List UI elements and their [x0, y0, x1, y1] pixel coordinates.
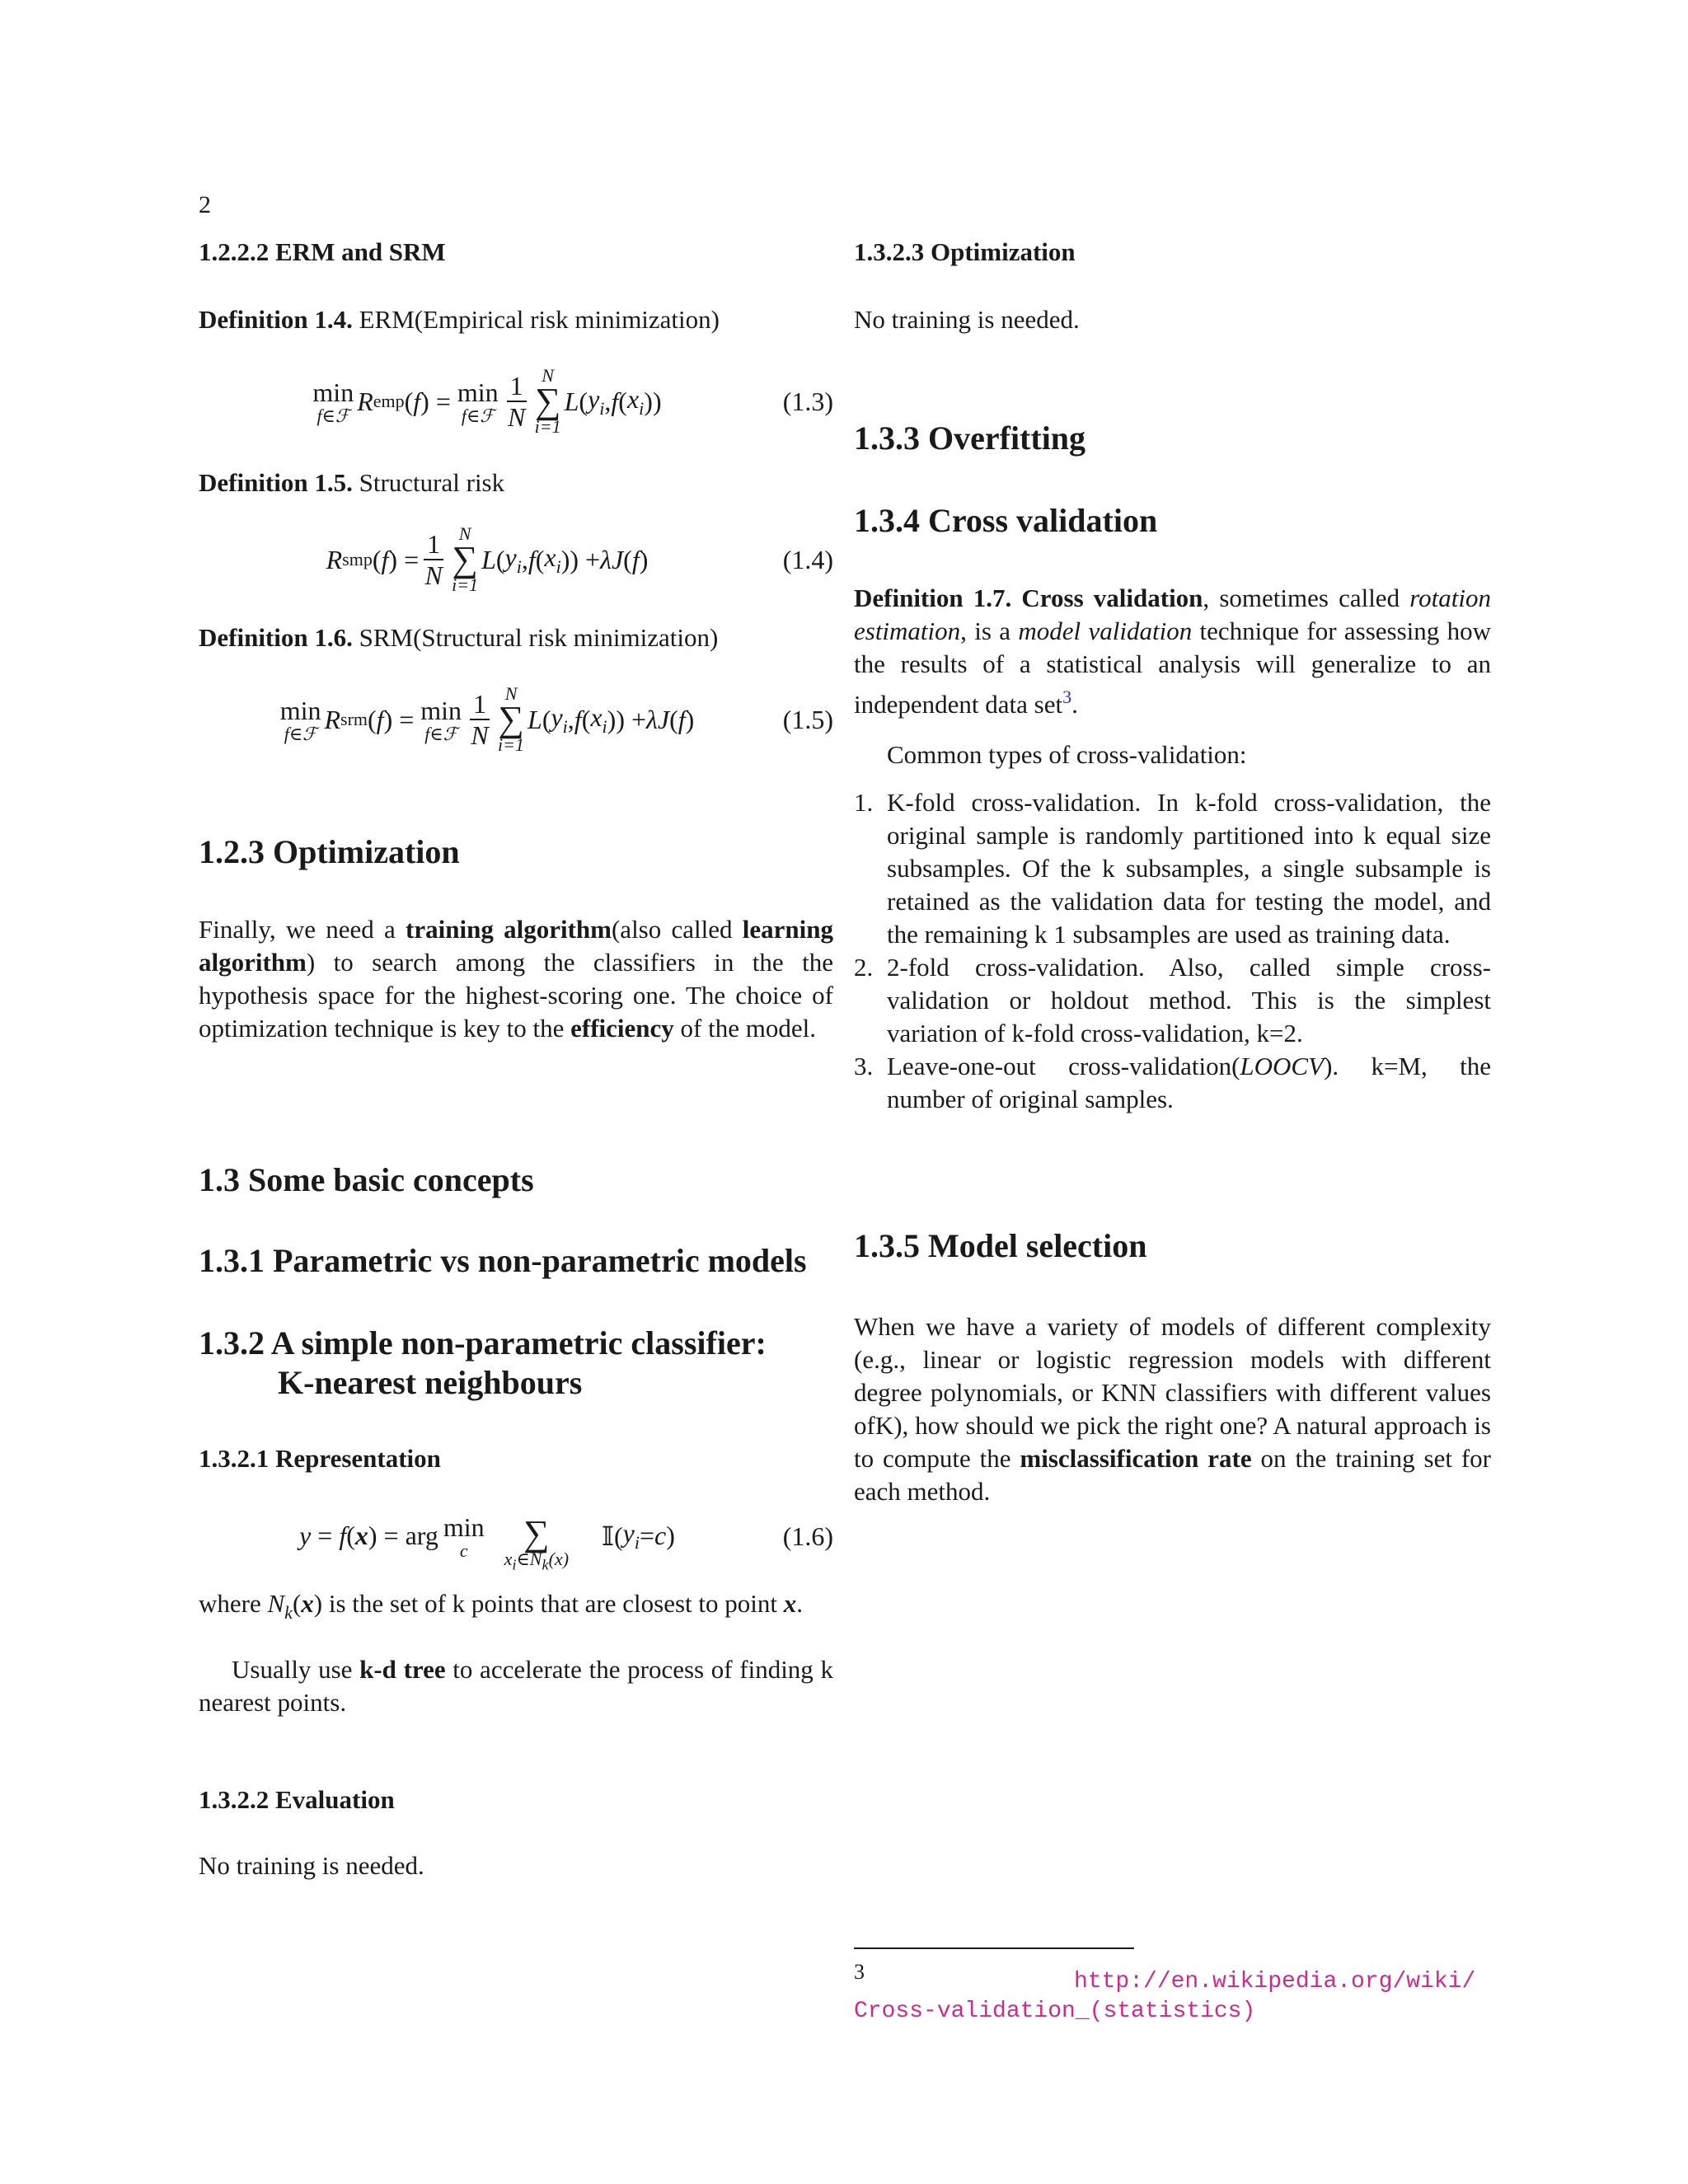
bold-term: Cross validation — [1011, 583, 1203, 612]
footnote-url-line1[interactable]: http://en.wikipedia.org/wiki/ — [1074, 1969, 1476, 1994]
bold-term: learning algorithm — [199, 915, 834, 977]
bold-term: training algorithm — [406, 915, 612, 944]
right-column — [854, 0, 1491, 2184]
equation-number: (1.6) — [782, 1521, 833, 1551]
text-run: , is a — [960, 616, 1019, 645]
paragraph-kd-tree — [199, 1653, 833, 1719]
list-marker: 1. — [854, 788, 874, 817]
equation-number: (1.4) — [782, 544, 833, 574]
text-run: (also called — [611, 915, 743, 944]
text-run: ) to search among the classifiers in the the hypothesis space for the highest-scoring one. The choice of optimization technique is key to the — [199, 948, 833, 1043]
definition-1-7 — [854, 582, 1491, 721]
cross-validation-list — [854, 786, 1491, 1116]
heading-1-3-1: 1.3.1 Parametric vs non-parametric models — [199, 1242, 807, 1279]
equation-1-6 — [199, 1495, 833, 1577]
footnote — [854, 1960, 1491, 2027]
footnote-reference-link[interactable]: 3 — [1062, 687, 1072, 707]
heading-1-3: 1.3 Some basic concepts — [199, 1161, 534, 1198]
bold-term: misclassification rate — [1020, 1444, 1252, 1473]
text-run: is the set of k points that are closest to point — [322, 1589, 784, 1618]
footnote-mark: 3 — [854, 1960, 865, 1984]
heading-line: K-nearest neighbours — [278, 1364, 583, 1401]
text-run: When we have a variety of models of different complexity (e.g., linear or logistic regression models with different degree polynomials, or KNN classifiers with different values ofK), how should we pick the right one? A natural approach is to compute the — [854, 1312, 1491, 1473]
heading-1-2-2-2: 1.2.2.2 ERM and SRM — [199, 237, 446, 266]
text-run: Finally, we need a — [199, 915, 406, 944]
italic-term: model validation — [1018, 616, 1193, 645]
equation-1-5 — [199, 671, 833, 768]
list-item — [854, 1050, 1491, 1116]
list-item-text: 2-fold cross-validation. Also, called simple cross-validation or holdout method. This is the simplest variation of k-fold cross-validation, k=2. — [887, 953, 1491, 1047]
equation-math: min f∈ℱ R srm ( f ) = min f∈ℱ $\frac{1}{N}$ N ∑ i=1 L ( $y_i$ , f ( $x_i$ )) + λJ ( f ) — [279, 683, 695, 755]
heading-1-3-2 — [199, 1324, 833, 1403]
equation-1-4 — [199, 514, 833, 605]
equation-number: (1.3) — [782, 386, 833, 416]
list-item — [854, 951, 1491, 1050]
list-item-text: Leave-one-out cross-validation( — [887, 1052, 1240, 1080]
definition-text: Structural risk — [352, 468, 505, 497]
definition-label: Definition 1.4. — [199, 305, 353, 334]
heading-1-3-5: 1.3.5 Model selection — [854, 1227, 1147, 1264]
definition-1-6 — [199, 621, 833, 654]
equation-math: y = f ( x ) = arg min c ∑ $x_i\in N_k(x)$ 𝕀( $y_i$ = c ) — [299, 1511, 675, 1573]
text-run: on the training set for each method. — [854, 1444, 1492, 1506]
page-number: 2 — [199, 191, 211, 218]
italic-term: rotation estimation — [854, 583, 1491, 645]
equation-math: min f∈ℱ R emp ( f ) = min f∈ℱ $\frac{1}{N}$ N ∑ i=1 L ( $y_i$ , f ( $x_i$ )) — [312, 365, 662, 437]
bold-term: efficiency — [570, 1014, 674, 1043]
paragraph-optimization-knn: No training is needed. — [854, 305, 1080, 334]
heading-1-3-3: 1.3.3 Overfitting — [854, 419, 1086, 457]
paragraph-evaluation: No training is needed. — [199, 1851, 424, 1880]
heading-line: 1.3.2 A simple non-parametric classifier: — [199, 1324, 767, 1361]
bold-term: k-d tree — [359, 1655, 446, 1684]
text-run: , sometimes called — [1203, 583, 1410, 612]
equation-math: R smp ( f ) = $\frac{1}{N}$ N ∑ i=1 L ( $y_i$ , f ( $x_i$ )) + λJ ( f ) — [326, 523, 649, 595]
definition-1-4 — [199, 303, 833, 336]
heading-1-3-2-3: 1.3.2.3 Optimization — [854, 237, 1076, 266]
heading-1-2-3: 1.2.3 Optimization — [199, 833, 460, 870]
left-column — [199, 0, 833, 2184]
list-marker: 3. — [854, 1052, 874, 1080]
footnote-rule — [854, 1947, 1134, 1949]
text-run: where — [199, 1589, 268, 1618]
definition-label: Definition 1.5. — [199, 468, 353, 497]
footnote-url-line2[interactable]: Cross-validation_(statistics) — [854, 1999, 1256, 2024]
text-run: to accelerate the process of finding k nearest points. — [199, 1655, 833, 1717]
list-item-text: ). k=M, the number of original samples. — [887, 1052, 1492, 1113]
list-item-text: K-fold cross-validation. In k-fold cross-validation, the original sample is randomly partitioned into k equal size subsamples. Of the k subsamples, a single subsample is retained as the validation data for testing the model, and the remaining k 1 subsamples are used as training data. — [887, 788, 1491, 949]
equation-number: (1.5) — [782, 704, 833, 734]
text-run: . — [1071, 690, 1078, 719]
heading-1-3-2-2: 1.3.2.2 Evaluation — [199, 1785, 395, 1814]
definition-label: Definition 1.7. — [854, 583, 1012, 612]
definition-text: ERM(Empirical risk minimization) — [352, 305, 720, 334]
list-marker: 2. — [854, 953, 874, 982]
paragraph-optimization — [199, 913, 833, 1045]
definition-1-5 — [199, 466, 833, 499]
definition-label: Definition 1.6. — [199, 623, 353, 652]
italic-term: LOOCV — [1240, 1052, 1325, 1080]
paragraph-common-types: Common types of cross-validation: — [887, 740, 1247, 769]
text-run: of the model. — [673, 1014, 816, 1043]
equation-1-3 — [199, 356, 833, 447]
paragraph-where: where $N_k(x)$ is the set of k points that are closest to point x. — [199, 1589, 803, 1623]
heading-1-3-2-1: 1.3.2.1 Representation — [199, 1444, 441, 1473]
paragraph-model-selection — [854, 1310, 1491, 1508]
text-run: Usually use — [232, 1655, 360, 1684]
definition-text: SRM(Structural risk minimization) — [352, 623, 719, 652]
text-run: technique for assessing how the results of a statistical analysis will generalize to an independent data set — [854, 616, 1491, 719]
heading-1-3-4: 1.3.4 Cross validation — [854, 502, 1158, 539]
list-item — [854, 786, 1491, 951]
